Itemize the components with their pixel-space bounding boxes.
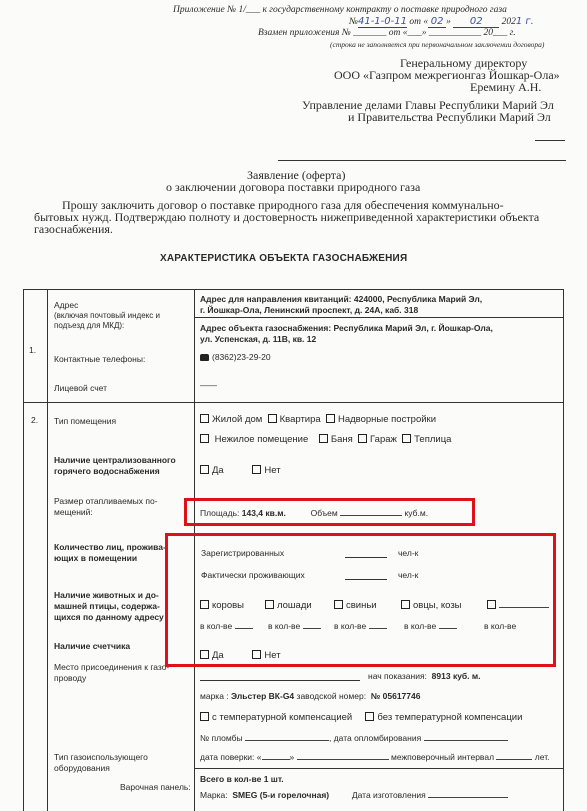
interval-field[interactable] [496, 759, 532, 760]
contract-month: 02 [453, 16, 499, 28]
addressee-line-2: ООО «Газпром межрегионгаз Йошкар-Ола» [334, 68, 560, 82]
account-label: Лицевой счет [54, 383, 108, 393]
count-other: в кол-ве [484, 621, 517, 631]
start-reading-label: нач показания: [368, 671, 427, 681]
count-sheep-goats: в кол-ве [404, 621, 457, 631]
years-label: лет. [534, 752, 550, 762]
persons-label-1: Количество лиц, прожива- [54, 542, 166, 552]
seal-label: № пломбы [200, 733, 243, 743]
premises-type-label: Тип помещения [54, 416, 117, 426]
panel-brand-label: Марка: [200, 790, 228, 800]
animal-pigs: свиньи [334, 600, 377, 611]
animals-label-3: щихся по данному адресу [54, 612, 164, 622]
invoice-address-line-2: г. Йошкар-Ола, Ленинский проспект, д. 24А, каб. 318 [200, 305, 419, 315]
statement-body-3: газоснабжения. [34, 222, 113, 236]
option-apartment: Квартира [279, 414, 321, 425]
actual-label: Фактически проживающих [201, 570, 305, 580]
count-cows: в кол-ве [200, 621, 253, 631]
premises-options-row-2 [200, 434, 451, 445]
statement-body-1: Прошу заключить договор о поставке природного газа для обеспечения коммунально- [62, 198, 504, 212]
checkbox-hot-water-no[interactable] [252, 465, 261, 474]
checkbox-hot-water-yes[interactable] [200, 465, 209, 474]
contract-day: 02 [428, 16, 446, 28]
animal-cows: коровы [200, 600, 244, 611]
object-address-line-2: ул. Успенская, д. 11В, кв. 12 [200, 334, 317, 344]
animal-horses: лошади [265, 600, 312, 611]
contract-year: 1 г. [515, 16, 534, 27]
gas-equipment-label-1: Тип газоиспользующего [54, 752, 148, 762]
gas-equipment-label-2: оборудования [54, 763, 110, 773]
volume-unit: куб.м. [404, 508, 429, 518]
checkbox-garage[interactable] [358, 434, 367, 443]
checkbox-house[interactable] [200, 414, 209, 423]
contract-number: 41-1-0-11 [357, 16, 407, 27]
phone-number: (8362)23-29-20 [212, 352, 271, 362]
start-reading [368, 671, 481, 681]
animals-label-2: машней птицы, содержа- [54, 601, 160, 611]
verify-day-field[interactable] [262, 759, 290, 760]
hot-water-no: Нет [264, 465, 281, 476]
verify-label: дата поверки: « [200, 752, 262, 762]
animal-sheep-goats: овцы, козы [401, 600, 462, 611]
phone-value [200, 352, 271, 362]
volume-label: Объем [310, 508, 338, 518]
area-highlight-box [184, 498, 475, 526]
checkbox-without-temp[interactable] [365, 712, 374, 721]
checkbox-with-temp[interactable] [200, 712, 209, 721]
option-greenhouse: Теплица [414, 434, 452, 445]
premises-options-row-1 [200, 414, 436, 425]
table-right-border [563, 289, 564, 811]
checkbox-bathhouse[interactable] [319, 434, 328, 443]
heated-area-label-2: мещений: [54, 507, 93, 517]
seal-line [200, 733, 508, 743]
option-house: Жилой дом [212, 414, 263, 425]
hot-water-label-1: Наличие централизованного [54, 455, 176, 465]
from-label: от « [409, 17, 429, 27]
checkbox-nonresidential[interactable] [200, 434, 209, 443]
sender-underline-short [535, 140, 565, 141]
without-temp-label: без температурной компенсации [377, 712, 523, 723]
invoice-address-line-1: Адрес для направления квитанций: 424000, Республика Марий Эл, [200, 294, 483, 304]
connection-field[interactable] [200, 680, 360, 681]
registered-label: Зарегистрированных [201, 548, 285, 558]
temp-compensation-options [200, 712, 522, 723]
brand-value: Эльстер ВК-G4 [231, 691, 295, 701]
replace-line: Взамен приложения № _______ от «___» ___________ 20___ г. [258, 28, 516, 38]
count-horses: в кол-ве [268, 621, 321, 631]
animals-label-1: Наличие животных и до- [54, 590, 159, 600]
seal-date-field[interactable] [424, 740, 508, 741]
sender-line-2: и Правительства Республики Марий Эл [348, 110, 551, 124]
hot-water-label-2: горячего водоснабжения [54, 466, 160, 476]
year-prefix: 202 [501, 17, 516, 27]
object-address-line-1: Адрес объекта газоснабжения: Республика Марий Эл, г. Йошкар-Ола, [200, 323, 493, 333]
interval-label: межповерочный интервал [390, 752, 495, 762]
table-left-border [23, 289, 24, 811]
option-bathhouse: Баня [330, 434, 353, 445]
addressee-line-3: Еремину А.Н. [470, 80, 542, 94]
address-sublabel-2: подъезд для МКД): [54, 321, 125, 330]
start-reading-value: 8913 куб. м. [431, 671, 481, 681]
area-label: Площадь: [200, 508, 240, 518]
table-top-border [23, 289, 563, 290]
verify-month-field[interactable] [297, 759, 389, 760]
brand-label: марка : [200, 691, 229, 701]
checkbox-greenhouse[interactable] [402, 434, 411, 443]
sender-underline [278, 160, 566, 161]
hot-water-yes: Да [212, 465, 224, 476]
option-outbuildings: Надворные постройки [337, 414, 437, 425]
table-col-divider-1 [47, 289, 48, 811]
panel-brand-line [200, 790, 508, 800]
verification-line: дата поверки: « » межповерочный интервал лет. [200, 752, 550, 762]
statement-title: Заявление (оферта) [247, 168, 346, 182]
row-2-number: 2. [31, 415, 39, 425]
invoice-address-divider [194, 317, 563, 318]
heated-area-label-1: Размер отапливаемых по- [54, 496, 158, 506]
address-label: Адрес [54, 300, 79, 310]
meter-label: Наличие счетчика [54, 641, 131, 651]
account-value: —— [200, 380, 217, 390]
contract-no-prefix: № [349, 17, 358, 27]
persons-label-2: ющих в помещении [54, 553, 138, 563]
replace-note: (строка не заполняется при первоначальном заключении договора) [330, 40, 545, 49]
panel-total: Всего в кол-ве 1 шт. [200, 774, 284, 784]
meter-yes: Да [212, 650, 224, 661]
count-pigs: в кол-ве [334, 621, 387, 631]
statement-body-2: бытовых нужд. Подтверждаю полноту и достоверность нижеприведенной характеристики объекта [34, 210, 540, 224]
option-nonresidential: Нежилое помещение [214, 434, 309, 445]
registered-unit: чел-к [398, 548, 419, 558]
manufacture-date-field[interactable] [428, 797, 508, 798]
checkbox-apartment[interactable] [268, 414, 277, 423]
addressee-line-1: Генеральному директору [400, 56, 528, 70]
actual-unit: чел-к [398, 570, 419, 580]
meter-brand-line [200, 691, 420, 701]
checkbox-outbuildings[interactable] [326, 414, 335, 423]
phone-icon [200, 354, 209, 361]
seal-date-label: , дата опломбирования [328, 733, 422, 743]
serial-label: заводской номер: [296, 691, 367, 701]
gas-equipment-divider [194, 768, 563, 769]
address-sublabel-1: (включая почтовый индекс и [54, 311, 160, 320]
option-garage: Гараж [370, 434, 397, 445]
manufacture-date-label: Дата изготовления [351, 790, 426, 800]
sender-line-1: Управление делами Главы Республики Марий Эл [302, 98, 554, 112]
persons-animals-highlight-box [165, 533, 556, 667]
area-value: 143,4 кв.м. [241, 508, 286, 518]
serial-value: № 05617746 [370, 691, 421, 701]
section-title: ХАРАКТЕРИСТИКА ОБЪЕКТА ГАЗОСНАБЖЕНИЯ [160, 253, 408, 264]
table-row-divider [23, 402, 563, 403]
with-temp-label: с температурной компенсацией [212, 712, 353, 723]
hot-water-options [200, 465, 281, 476]
statement-subtitle: о заключении договора поставки природного газа [166, 180, 421, 194]
connection-label-2: проводу [54, 673, 87, 683]
connection-label-1: Место присоединения к газо- [54, 662, 170, 672]
phones-label: Контактные телефоны: [54, 354, 146, 364]
row-1-number: 1. [29, 345, 37, 355]
seal-field[interactable] [245, 740, 329, 741]
meter-no: Нет [264, 650, 281, 661]
panel-brand-value: SMEG (5-и горелочная) [232, 790, 330, 800]
contract-number-line: №41-1-0-11 от « 02 » 02 2021 г. [349, 16, 534, 27]
panel-label: Варочная панель: [120, 782, 191, 792]
appendix-line: Приложение № 1/___ к государственному контракту о поставке природного газа [173, 5, 507, 15]
